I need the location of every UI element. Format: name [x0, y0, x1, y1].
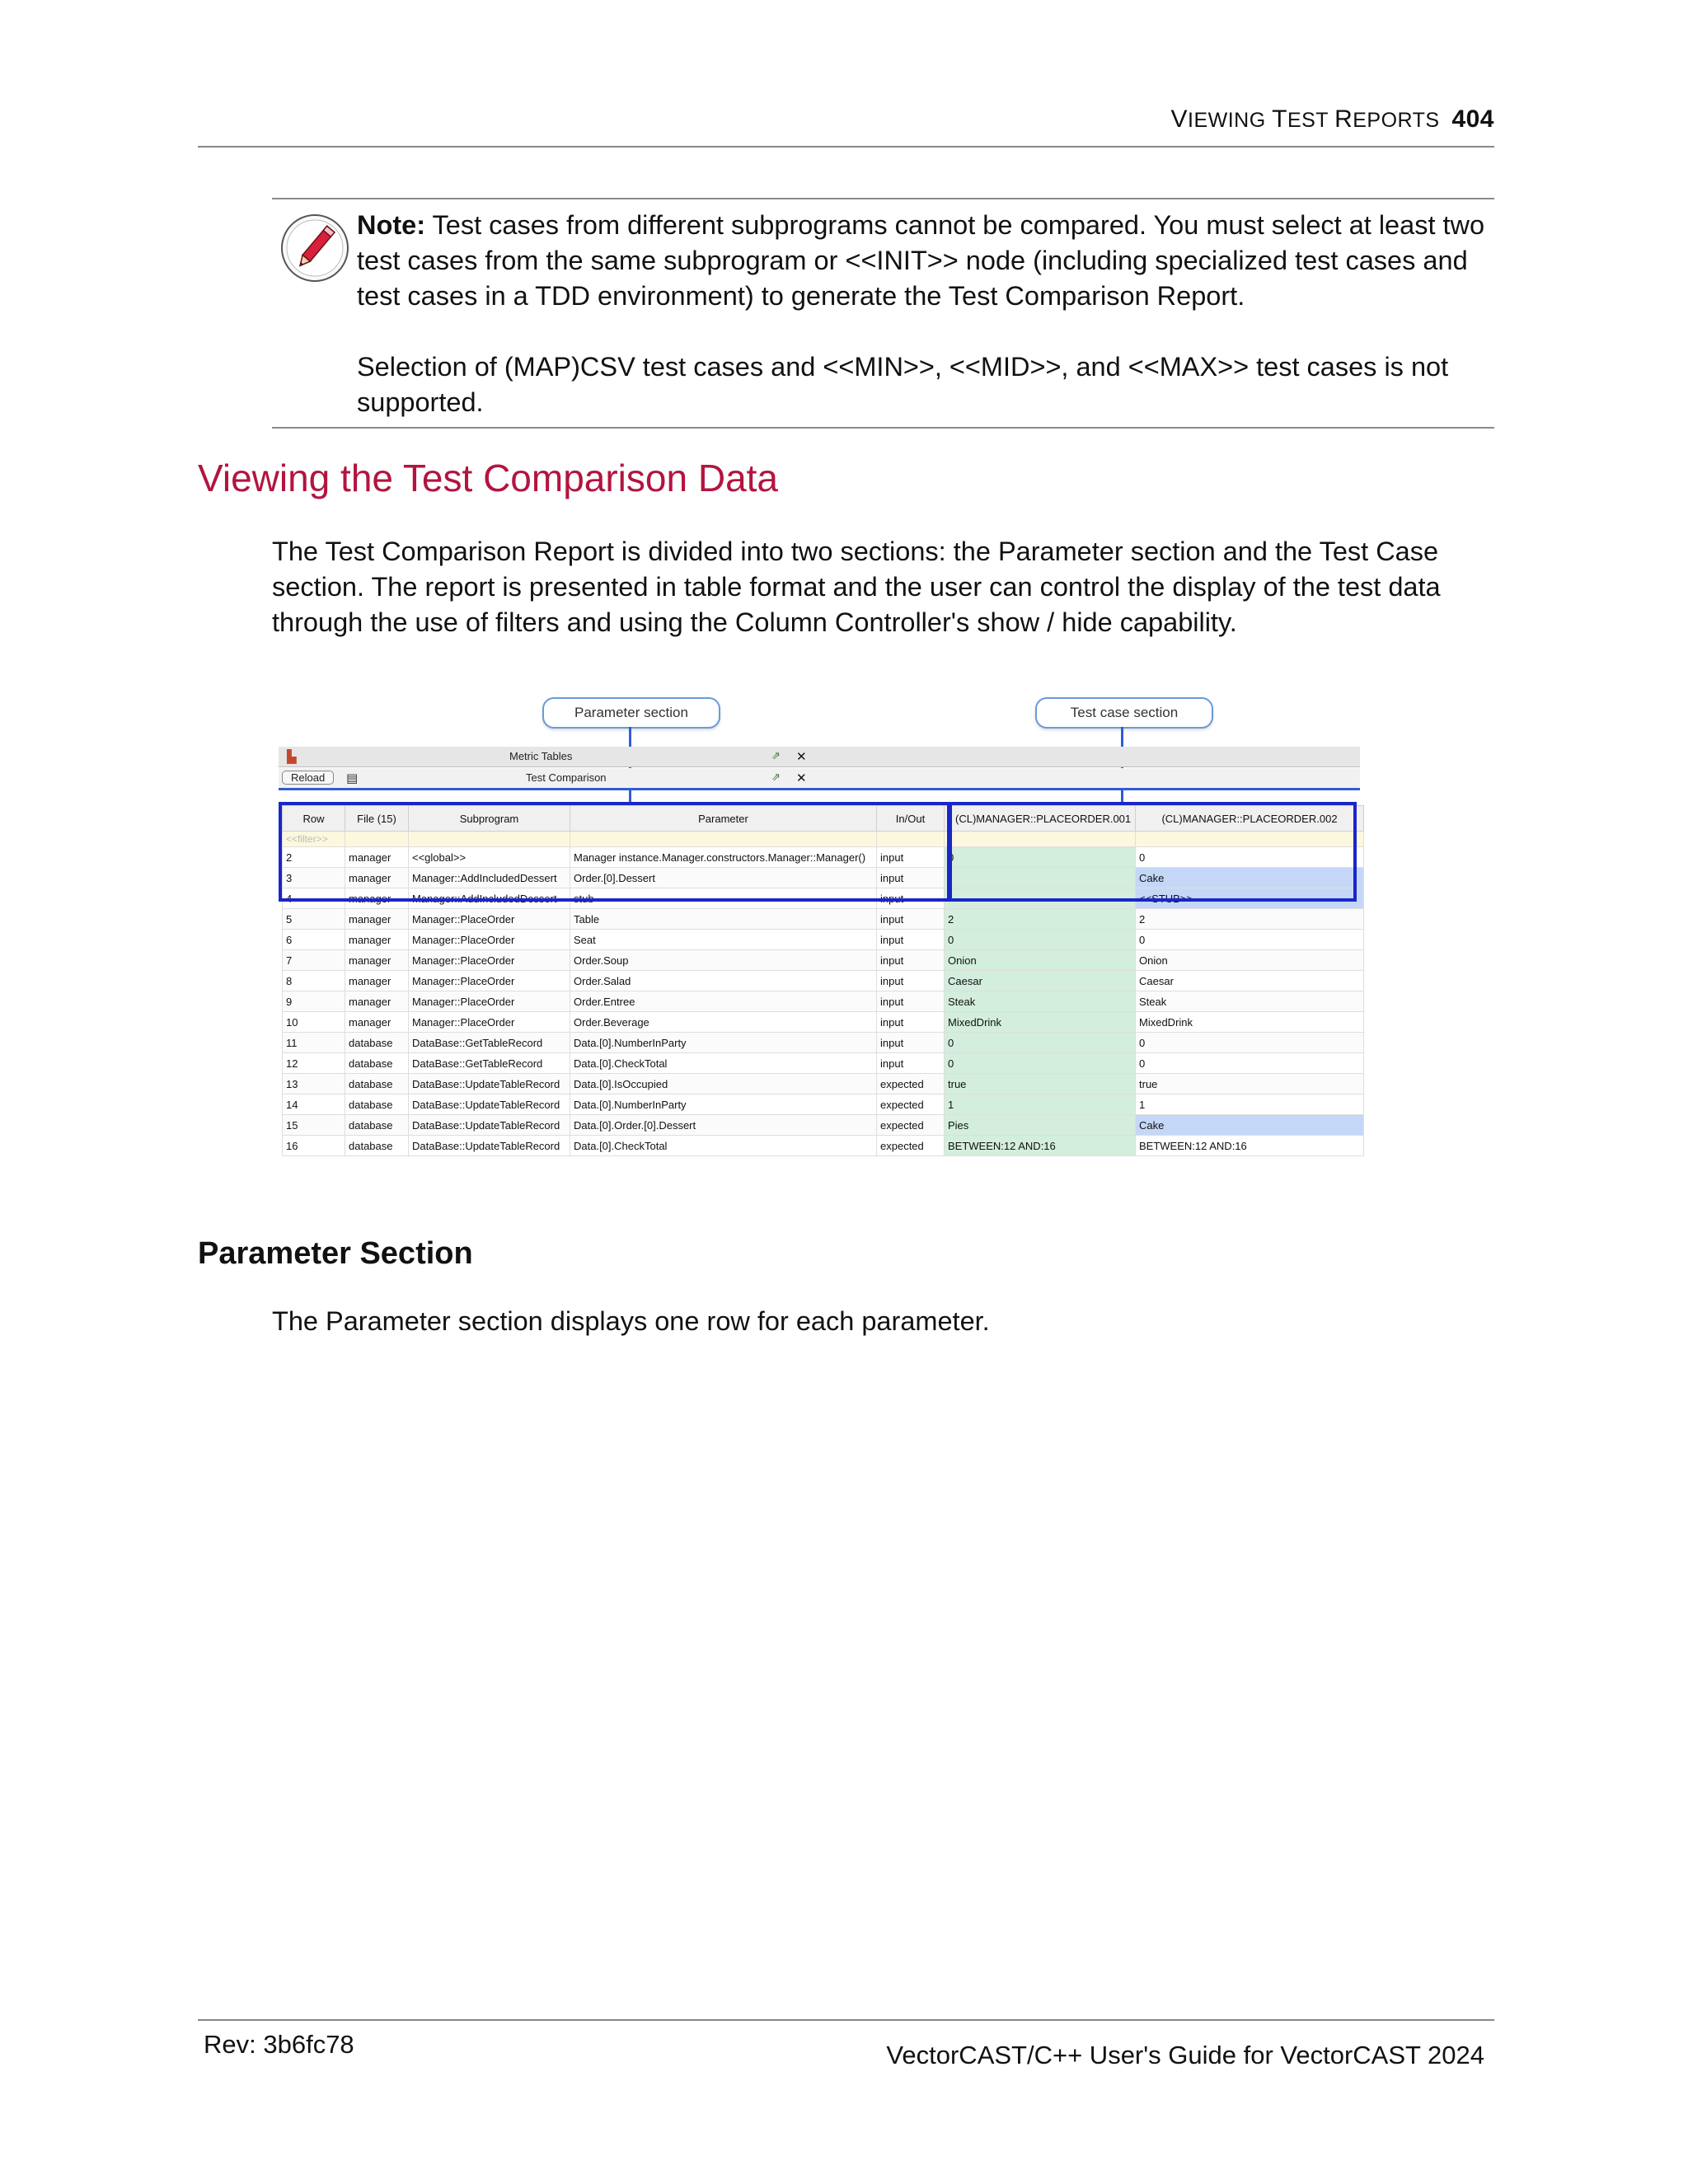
cell-inout[interactable]: expected	[877, 1074, 945, 1094]
cell-inout[interactable]: input	[877, 868, 945, 888]
cell-testcase-002[interactable]: Caesar	[1136, 971, 1364, 991]
filter-cell[interactable]	[570, 832, 877, 847]
filter-cell[interactable]	[1136, 832, 1364, 847]
cell-testcase-002[interactable]: 0	[1136, 1033, 1364, 1053]
cell-row[interactable]: 12	[283, 1053, 345, 1074]
column-header-subprogram[interactable]: Subprogram	[409, 806, 570, 832]
cell-testcase-002[interactable]: 1	[1136, 1094, 1364, 1115]
cell-testcase-002[interactable]: 0	[1136, 1053, 1364, 1074]
cell-subprogram[interactable]: Manager::PlaceOrder	[409, 930, 570, 950]
comparison-table	[282, 805, 1364, 1156]
column-header-inout[interactable]: In/Out	[877, 806, 945, 832]
cell-parameter[interactable]: Order.Salad	[570, 971, 877, 991]
cell-row[interactable]: 6	[283, 930, 345, 950]
table-row[interactable]	[283, 930, 1364, 950]
cell-inout[interactable]: expected	[877, 1136, 945, 1156]
filter-input[interactable]: <<filter>>	[283, 832, 345, 847]
cell-inout[interactable]: input	[877, 991, 945, 1012]
cell-testcase-001[interactable]: 2	[945, 909, 1136, 930]
cell-testcase-002[interactable]: <<STUB>>	[1136, 888, 1364, 909]
cell-inout[interactable]: expected	[877, 1115, 945, 1136]
cell-testcase-001[interactable]: Steak	[945, 991, 1136, 1012]
cell-testcase-001[interactable]: MixedDrink	[945, 1012, 1136, 1033]
cell-row[interactable]: 5	[283, 909, 345, 930]
cell-parameter[interactable]: Data.[0].CheckTotal	[570, 1136, 877, 1156]
cell-subprogram[interactable]: Manager::PlaceOrder	[409, 950, 570, 971]
table-row[interactable]	[283, 950, 1364, 971]
subsection-heading: Parameter Section	[198, 1236, 473, 1271]
cell-parameter[interactable]: Data.[0].NumberInParty	[570, 1033, 877, 1053]
column-header-file[interactable]: File (15)	[345, 806, 409, 832]
cell-file[interactable]: manager	[345, 950, 409, 971]
report-icon: ▤	[346, 771, 359, 785]
cell-row[interactable]: 4	[283, 888, 345, 909]
cell-parameter[interactable]: Data.[0].NumberInParty	[570, 1094, 877, 1115]
cell-parameter[interactable]: Data.[0].Order.[0].Dessert	[570, 1115, 877, 1136]
cell-subprogram[interactable]: DataBase::GetTableRecord	[409, 1033, 570, 1053]
cell-row[interactable]: 15	[283, 1115, 345, 1136]
table-row[interactable]	[283, 847, 1364, 868]
note-body-1: Test cases from different subprograms cannot be compared. You must select at least two test cases from the same subprogram or <<INIT>> node (including specialized test cases and test cases in a TDD environment) to generate the Test Comparison Report.	[357, 210, 1485, 311]
table-row[interactable]	[283, 1074, 1364, 1094]
cell-subprogram[interactable]: DataBase::UpdateTableRecord	[409, 1115, 570, 1136]
cell-parameter[interactable]: Order.Beverage	[570, 1012, 877, 1033]
cell-testcase-001[interactable]: true	[945, 1074, 1136, 1094]
filter-cell[interactable]	[345, 832, 409, 847]
cell-subprogram[interactable]: DataBase::GetTableRecord	[409, 1053, 570, 1074]
cell-row[interactable]: 14	[283, 1094, 345, 1115]
cell-testcase-002[interactable]: 0	[1136, 847, 1364, 868]
header-word-1: VIEWING	[1170, 105, 1273, 133]
cell-testcase-001[interactable]: 0	[945, 847, 1136, 868]
table-row[interactable]	[283, 1094, 1364, 1115]
callout-test-case-section: Test case section	[1035, 697, 1213, 729]
cell-testcase-002[interactable]: MixedDrink	[1136, 1012, 1364, 1033]
cell-row[interactable]: 13	[283, 1074, 345, 1094]
cell-inout[interactable]: expected	[877, 1094, 945, 1115]
cell-testcase-001[interactable]	[945, 868, 1136, 888]
cell-parameter[interactable]: stub	[570, 888, 877, 909]
metric-tables-title: Metric Tables	[509, 750, 573, 762]
cell-testcase-001[interactable]: Onion	[945, 950, 1136, 971]
cell-inout[interactable]: input	[877, 1033, 945, 1053]
cell-file[interactable]: manager	[345, 991, 409, 1012]
table-row[interactable]	[283, 1033, 1364, 1053]
callout-parameter-section: Parameter section	[542, 697, 720, 729]
cell-testcase-001[interactable]: 0	[945, 1053, 1136, 1074]
cell-file[interactable]: manager	[345, 971, 409, 991]
cell-testcase-002[interactable]: 2	[1136, 909, 1364, 930]
column-header-row[interactable]: Row	[283, 806, 345, 832]
header-word-2: TEST	[1272, 105, 1335, 133]
cell-file[interactable]: manager	[345, 930, 409, 950]
cell-testcase-001[interactable]	[945, 888, 1136, 909]
metric-tables-panel[interactable]	[279, 747, 1360, 767]
filter-cell[interactable]	[409, 832, 570, 847]
table-header-row	[283, 806, 1364, 832]
cell-testcase-002[interactable]: BETWEEN:12 AND:16	[1136, 1136, 1364, 1156]
cell-inout[interactable]: input	[877, 930, 945, 950]
cell-row[interactable]: 11	[283, 1033, 345, 1053]
cell-subprogram[interactable]: Manager::AddIncludedDessert	[409, 868, 570, 888]
table-row[interactable]	[283, 888, 1364, 909]
cell-row[interactable]: 3	[283, 868, 345, 888]
table-row[interactable]	[283, 971, 1364, 991]
test-comparison-title: Test Comparison	[526, 771, 607, 784]
cell-inout[interactable]: input	[877, 971, 945, 991]
table-row[interactable]	[283, 1136, 1364, 1156]
cell-parameter[interactable]: Order.Entree	[570, 991, 877, 1012]
cell-testcase-001[interactable]: BETWEEN:12 AND:16	[945, 1136, 1136, 1156]
close-icon[interactable]: ✕	[796, 750, 807, 764]
cell-parameter[interactable]: Data.[0].CheckTotal	[570, 1053, 877, 1074]
cell-parameter[interactable]: Data.[0].IsOccupied	[570, 1074, 877, 1094]
note-text	[357, 208, 1494, 420]
cell-testcase-001[interactable]: 0	[945, 930, 1136, 950]
cell-file[interactable]: database	[345, 1094, 409, 1115]
cell-subprogram[interactable]: Manager::PlaceOrder	[409, 991, 570, 1012]
cell-subprogram[interactable]: Manager::PlaceOrder	[409, 971, 570, 991]
cell-testcase-001[interactable]: 1	[945, 1094, 1136, 1115]
table-row[interactable]	[283, 868, 1364, 888]
cell-parameter[interactable]: Order.[0].Dessert	[570, 868, 877, 888]
cell-file[interactable]: database	[345, 1136, 409, 1156]
header-word-3: REPORTS	[1334, 105, 1440, 133]
page-number: 404	[1451, 105, 1494, 133]
subsection-paragraph: The Parameter section displays one row for each parameter.	[272, 1306, 990, 1336]
cell-subprogram[interactable]: <<global>>	[409, 847, 570, 868]
cell-subprogram[interactable]: DataBase::UpdateTableRecord	[409, 1074, 570, 1094]
cell-file[interactable]: database	[345, 1115, 409, 1136]
cell-subprogram[interactable]: DataBase::UpdateTableRecord	[409, 1136, 570, 1156]
section-paragraph: The Test Comparison Report is divided into two sections: the Parameter section and the Test Case section. The report is presented in table format and the user can control the display of the test data through the use of filters and using the Column Controller's show / hide capability.	[272, 537, 1441, 637]
cell-testcase-002[interactable]: true	[1136, 1074, 1364, 1094]
table-row[interactable]	[283, 909, 1364, 930]
filter-cell[interactable]	[877, 832, 945, 847]
chart-icon: ▙	[287, 750, 297, 764]
cell-subprogram[interactable]: DataBase::UpdateTableRecord	[409, 1094, 570, 1115]
cell-row[interactable]: 10	[283, 1012, 345, 1033]
detach-icon[interactable]: ⇗	[771, 771, 781, 783]
cell-testcase-002[interactable]: Cake	[1136, 1115, 1364, 1136]
cell-inout[interactable]: input	[877, 888, 945, 909]
cell-inout[interactable]: input	[877, 1012, 945, 1033]
note-paragraph-1	[357, 208, 1494, 314]
cell-testcase-002[interactable]: Onion	[1136, 950, 1364, 971]
table-row[interactable]	[283, 1012, 1364, 1033]
cell-parameter[interactable]: Seat	[570, 930, 877, 950]
cell-file[interactable]: manager	[345, 909, 409, 930]
cell-row[interactable]: 7	[283, 950, 345, 971]
reload-button[interactable]: Reload	[282, 771, 334, 785]
cell-testcase-002[interactable]: Steak	[1136, 991, 1364, 1012]
cell-file[interactable]: manager	[345, 847, 409, 868]
cell-file[interactable]: manager	[345, 1012, 409, 1033]
cell-row[interactable]: 9	[283, 991, 345, 1012]
note-paragraph-2: Selection of (MAP)CSV test cases and <<MIN>>, <<MID>>, and <<MAX>> test cases is not supported.	[357, 352, 1449, 417]
test-comparison-panel[interactable]	[279, 768, 1360, 790]
note-label: Note:	[357, 210, 426, 240]
table-row[interactable]	[283, 991, 1364, 1012]
cell-file[interactable]: manager	[345, 868, 409, 888]
revision-label: Rev: 3b6fc78	[204, 2030, 354, 2059]
cell-testcase-001[interactable]: Caesar	[945, 971, 1136, 991]
filter-row	[283, 832, 1364, 847]
footer-rule	[198, 2019, 1494, 2021]
table-row[interactable]	[283, 1053, 1364, 1074]
cell-testcase-001[interactable]: Pies	[945, 1115, 1136, 1136]
cell-row[interactable]: 2	[283, 847, 345, 868]
test-comparison-figure	[272, 692, 1368, 1170]
cell-subprogram[interactable]: Manager::AddIncludedDessert	[409, 888, 570, 909]
filter-cell[interactable]	[945, 832, 1136, 847]
cell-subprogram[interactable]: Manager::PlaceOrder	[409, 1012, 570, 1033]
cell-row[interactable]: 16	[283, 1136, 345, 1156]
detach-icon[interactable]: ⇗	[771, 749, 781, 762]
cell-file[interactable]: database	[345, 1074, 409, 1094]
cell-inout[interactable]: input	[877, 950, 945, 971]
running-header	[198, 105, 1494, 134]
cell-parameter[interactable]: Order.Soup	[570, 950, 877, 971]
cell-inout[interactable]: input	[877, 847, 945, 868]
cell-file[interactable]: manager	[345, 888, 409, 909]
cell-subprogram[interactable]: Manager::PlaceOrder	[409, 909, 570, 930]
header-rule	[198, 146, 1494, 148]
cell-parameter[interactable]: Manager instance.Manager.constructors.Manager::Manager()	[570, 847, 877, 868]
column-header-testcase-001[interactable]: • (CL)MANAGER::PLACEORDER.001	[945, 806, 1136, 832]
close-icon[interactable]: ✕	[796, 771, 807, 785]
note-box	[272, 198, 1494, 429]
cell-testcase-001[interactable]: 0	[945, 1033, 1136, 1053]
cell-testcase-002[interactable]: 0	[1136, 930, 1364, 950]
section-heading: Viewing the Test Comparison Data	[198, 457, 779, 499]
cell-testcase-002[interactable]: Cake	[1136, 868, 1364, 888]
cell-file[interactable]: database	[345, 1053, 409, 1074]
cell-file[interactable]: database	[345, 1033, 409, 1053]
cell-inout[interactable]: input	[877, 909, 945, 930]
pencil-icon	[279, 212, 351, 284]
column-header-parameter[interactable]: Parameter	[570, 806, 877, 832]
column-header-testcase-002[interactable]: (CL)MANAGER::PLACEORDER.002	[1136, 806, 1364, 832]
table-row[interactable]	[283, 1115, 1364, 1136]
cell-parameter[interactable]: Table	[570, 909, 877, 930]
cell-inout[interactable]: input	[877, 1053, 945, 1074]
guide-title: VectorCAST/C++ User's Guide for VectorCAST 2024	[886, 2041, 1484, 2069]
cell-row[interactable]: 8	[283, 971, 345, 991]
